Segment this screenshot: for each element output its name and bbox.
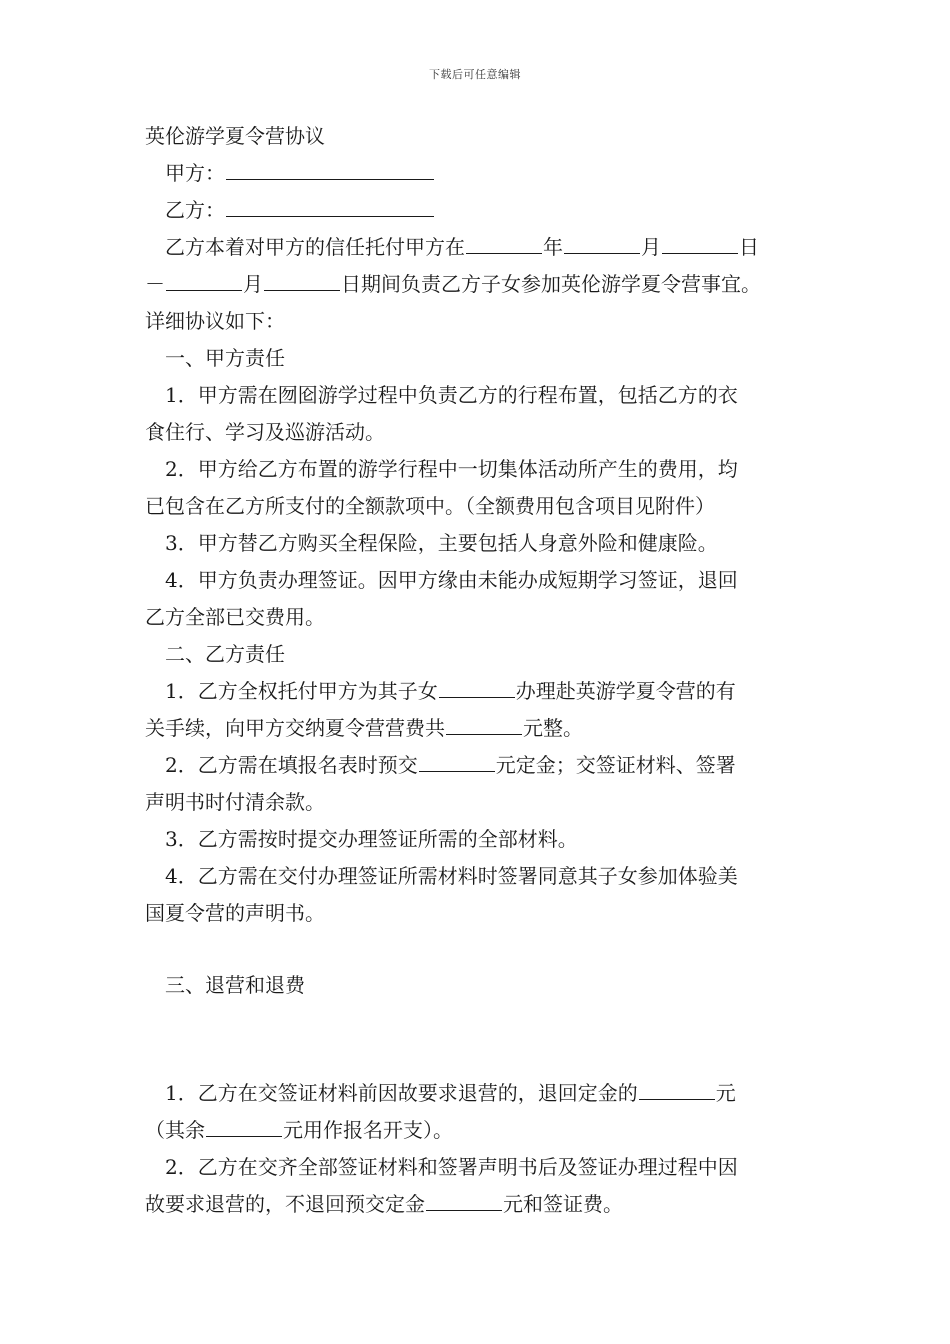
item-text: 元和签证费。 [503,1192,623,1216]
item-text: 故要求退营的，不退回预交定金 [145,1192,425,1216]
section-2-item-1-line-1 [165,673,736,709]
section-1-item-1-line-1: 1．甲方需在囫囵游学过程中负责乙方的行程布置，包括乙方的衣 [165,383,738,407]
intro-text: 日期间负责乙方子女参加英伦游学夏令营事宜。 [341,272,761,296]
party-a-line [165,155,435,191]
item-text: 关手续，向甲方交纳夏令营营费共 [145,716,445,740]
dash-text: － [145,272,165,296]
intro-text: 乙方本着对甲方的信任托付甲方在 [165,235,465,259]
section-1-item-4-line-1: 4．甲方负责办理签证。因甲方缘由未能办成短期学习签证，退回 [165,568,738,592]
year-label: 年 [543,235,563,259]
section-3-item-2-line-2 [145,1186,623,1222]
item-text: 1．乙方全权托付甲方为其子女 [165,679,438,703]
non-refund-deposit-blank[interactable] [426,1188,502,1211]
section-1-heading: 一、甲方责任 [165,346,285,370]
section-3-item-1-line-1 [165,1075,736,1111]
section-1-item-1-line-2: 食住行、学习及巡游活动。 [145,420,385,444]
section-1-item-4-line-2: 乙方全部已交费用。 [145,605,325,629]
item-text: 元 [715,1081,736,1105]
item-text: 1．乙方在交签证材料前因故要求退营的，退回定金的 [165,1081,638,1105]
section-2-item-4-line-2: 国夏令营的声明书。 [145,901,325,925]
child-name-blank[interactable] [439,675,515,698]
item-text: （其余 [145,1118,205,1142]
section-3-item-1-line-2 [145,1112,453,1148]
camp-fee-blank[interactable] [446,712,522,735]
month-label: 月 [641,235,661,259]
section-2-heading: 二、乙方责任 [165,642,285,666]
section-2-item-3-line-1: 3．乙方需按时提交办理签证所需的全部材料。 [165,827,578,851]
item-text: 2．乙方需在填报名表时预交 [165,753,418,777]
end-day-blank[interactable] [264,268,340,291]
item-text: 元整。 [523,716,583,740]
refund-amount-blank[interactable] [639,1077,715,1100]
section-1-item-2-line-1: 2．甲方给乙方布置的游学行程中一切集体活动所产生的费用，均 [165,457,738,481]
section-2-item-1-line-2 [145,710,583,746]
section-2-item-2-line-1 [165,747,736,783]
section-1-item-2-line-2: 已包含在乙方所支付的全额款项中。（全额费用包含项目见附件） [145,494,715,518]
item-text: 元用作报名开支）。 [283,1118,453,1142]
page-header: 下载后可任意编辑 [429,68,521,81]
section-2-item-4-line-1: 4．乙方需在交付办理签证所需材料时签署同意其子女参加体验美 [165,864,738,888]
document-title: 英伦游学夏令营协议 [145,124,325,148]
end-month-blank[interactable] [166,268,242,291]
party-b-blank[interactable] [226,194,434,217]
item-text: 元定金；交签证材料、签署 [495,753,736,777]
intro-line-1 [165,229,759,265]
section-3-item-2-line-1: 2．乙方在交齐全部签证材料和签署声明书后及签证办理过程中因 [165,1155,738,1179]
intro-line-3: 详细协议如下： [145,309,285,333]
item-text: 办理赴英游学夏令营的有 [515,679,736,703]
start-month-blank[interactable] [564,231,640,254]
start-day-blank[interactable] [662,231,738,254]
deposit-blank[interactable] [419,749,495,772]
party-a-label: 甲方： [165,161,225,185]
party-a-blank[interactable] [226,157,434,180]
party-b-label: 乙方： [165,198,225,222]
day-label: 日 [739,235,759,259]
section-1-item-3-line-1: 3．甲方替乙方购买全程保险，主要包括人身意外险和健康险。 [165,531,718,555]
registration-cost-blank[interactable] [206,1114,282,1137]
section-3-heading: 三、退营和退费 [165,973,305,997]
month-label: 月 [243,272,263,296]
section-2-item-2-line-2: 声明书时付清余款。 [145,790,325,814]
party-b-line [165,192,435,228]
intro-line-2 [145,266,761,302]
start-year-blank[interactable] [466,231,542,254]
